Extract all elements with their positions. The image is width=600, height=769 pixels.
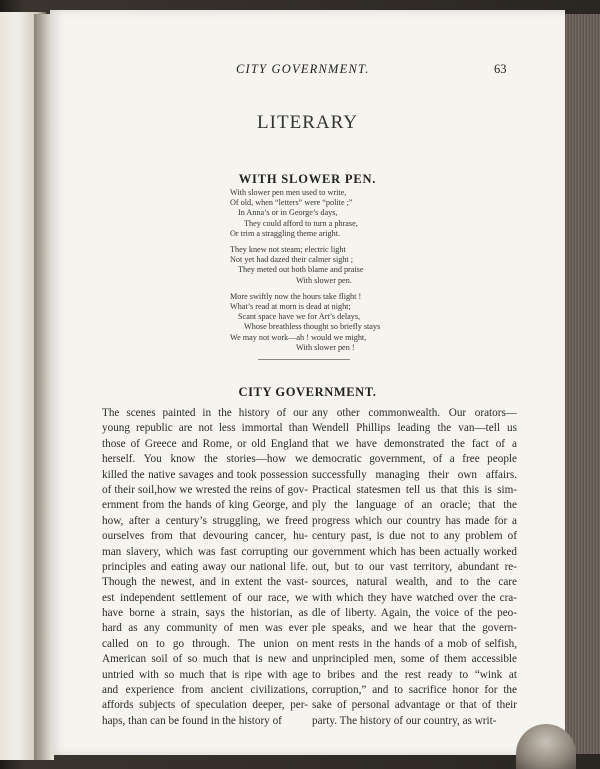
article-line: party. The history of our country, as writ-	[312, 714, 497, 727]
poem-line: They could afford to turn a phrase,	[244, 218, 358, 228]
poem-line: What’s read at morn is dead at night;	[230, 302, 351, 312]
article-line: out, but to our vast territory, abundant re-	[312, 560, 517, 573]
article-line: herself. You know the stories—how we	[102, 453, 308, 466]
article-line: hard as any community of men was ever	[102, 622, 308, 635]
article-line: affords subjects of speculation deeper, per-	[102, 699, 308, 712]
article-line: dle of liberty. Again, the voice of the peo-	[312, 607, 517, 620]
article-column-left	[102, 406, 308, 729]
poem-stanza-2	[230, 245, 450, 286]
article-line: Though the newest, and in extent the vast-	[102, 576, 308, 589]
article-line: corruption,” and to sacrifice honor for the	[312, 684, 517, 697]
article-column-right	[312, 406, 517, 729]
article-line: that we have demonstrated the fact of a	[312, 437, 517, 450]
article-line: est independent settlement of our race, we	[102, 591, 308, 604]
book-page	[50, 10, 565, 755]
article-line: man slavery, which was fast corrupting our	[102, 545, 308, 558]
article-line: progress which our country has made for a	[312, 514, 517, 527]
article-line: Practical statesmen tell us that this is sim-	[312, 483, 517, 496]
article-line: government which has been actually worked	[312, 545, 517, 558]
article-line: Wendell Phillips leading the van—tell us	[312, 422, 517, 435]
poem-line: Scant space have we for Art’s delays,	[238, 312, 361, 322]
page-header	[50, 62, 565, 80]
article-line: haps, than can be found in the history of	[102, 714, 282, 727]
article-line: and experience from ancient civilizations,	[102, 684, 308, 697]
article-line: young republic are not less immortal than	[102, 422, 308, 435]
article-line: successfully managing their own affairs.	[312, 468, 517, 481]
article-line: with which they have watched over the cra-	[312, 591, 517, 604]
article-line: sources, natural wealth, and to the care	[312, 576, 517, 589]
section-divider	[258, 359, 350, 360]
article-line: The scenes painted in the history of our	[102, 407, 308, 419]
article-line: untried with so much that is ripe with age	[102, 668, 308, 681]
article-line: called on to go through. The union on	[102, 637, 308, 650]
article-line: century past, is due not to any problem of	[312, 530, 517, 543]
poem-line: Of old, when “letters” were “polite ;”	[230, 198, 353, 208]
poem-stanza-3	[230, 292, 450, 353]
poem-line: With slower pen men used to write,	[230, 188, 347, 197]
poem	[230, 188, 450, 359]
article-line: ply the language of an oracle; that the	[312, 499, 517, 512]
poem-line: They meted out both blame and praise	[238, 265, 364, 275]
article-line: ernment from the hands of king George, and	[102, 499, 308, 512]
article-line: have borne a strain, says the historian, as	[102, 607, 308, 620]
poem-line: With slower pen !	[296, 342, 355, 352]
article-line: those of Greece and Rome, or old England	[102, 437, 308, 450]
poem-title: WITH SLOWER PEN.	[238, 172, 377, 186]
article-line: unprincipled men, some of them accessible	[312, 653, 517, 666]
article-line: how, after a century’s struggling, we freed	[102, 514, 308, 527]
poem-line: More swiftly now the hours take flight !	[230, 291, 362, 301]
poem-line: We may not work—ah ! would we might,	[230, 332, 367, 342]
section-title: LITERARY	[257, 112, 358, 133]
poem-line: They knew not steam; electric light	[230, 245, 346, 255]
article-line: ple speaks, and we hear that the govern-	[312, 622, 517, 635]
poem-stanza-1	[230, 188, 450, 239]
poem-line: In Anna’s or in George’s days,	[238, 208, 338, 218]
article-line: sake of personal advantage or that of their	[312, 699, 517, 712]
page-number: 63	[494, 62, 507, 76]
article-title: CITY GOVERNMENT.	[238, 385, 377, 399]
page-edges	[560, 14, 600, 754]
article-line: ourselves from that devouring cancer, hu-	[102, 530, 308, 543]
article-line: ment rests in the hands of a mob of selfish,	[312, 637, 517, 650]
poem-line: Whose breathless thought so briefly stays	[244, 322, 381, 332]
article-line: American soil of so much that is new and	[102, 653, 308, 666]
poem-line: Or trim a straggling theme aright.	[230, 228, 341, 238]
poem-line: With slower pen.	[296, 275, 352, 285]
article-line: killed the native savages and took possession	[102, 468, 308, 481]
running-title: CITY GOVERNMENT.	[236, 62, 370, 76]
article-line: to bribes and the rest ready to “wink at	[312, 668, 517, 681]
article-line: any other commonwealth. Our orators—	[312, 407, 517, 419]
article-line: democratic government, of a free people	[312, 453, 517, 466]
article-line: of their soil,how we wrested the reins of gov-	[102, 483, 308, 496]
article-line: principles and eating away our national life.	[102, 560, 308, 573]
poem-line: Not yet had dazed their calmer sight ;	[230, 255, 353, 265]
